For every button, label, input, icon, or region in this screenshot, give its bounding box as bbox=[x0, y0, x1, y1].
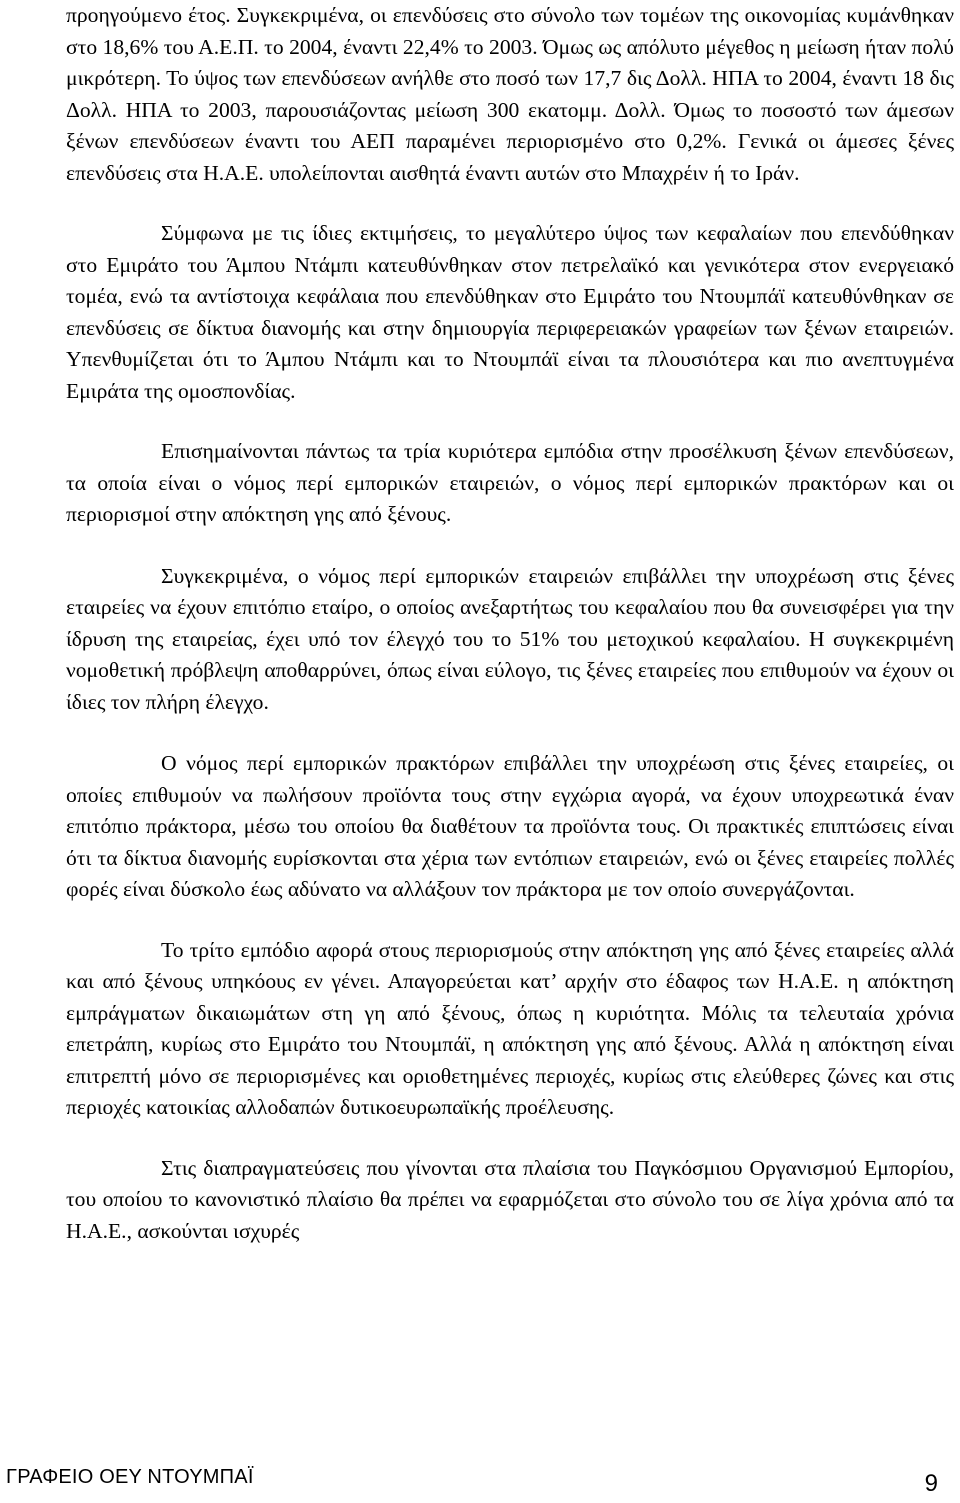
paragraph-7: Στις διαπραγματεύσεις που γίνονται στα πλαίσια του Παγκόσμιου Οργανισμού Εμπορίου, του οποίου το κανονιστικό πλαίσιο θα πρέπει να εφαρμόζεται στο σύνολο του σε λίγα χρόνια από τα Η.Α.Ε., ασκούνται ισχυρές bbox=[66, 1155, 954, 1243]
paragraph-1: προηγούμενο έτος. Συγκεκριμένα, οι επενδύσεις στο σύνολο των τομέων της οικονομίας κυμάνθηκαν στο 18,6% του Α.Ε.Π. το 2004, έναντι 22,4% το 2003. Όμως ως απόλυτο μέγεθος η μείωση ήταν πολύ μικρότερη. Το ύψος των επενδύσεων ανήλθε στο ποσό των 17,7 δις Δολλ. ΗΠΑ το 2004, έναντι 18 δις Δολλ. ΗΠΑ το 2003, παρουσιάζοντας μείωση 300 εκατομμ. Δολλ. Όμως το ποσοστό των άμεσων ξένων επενδύσεων έναντι του ΑΕΠ παραμένει περιορισμένο στο 0,2%. Γενικά οι άμεσες ξένες επενδύσεις στα Η.Α.Ε. υπολείπονται αισθητά έναντι αυτών στο Μπαχρέιν ή το Ιράν. bbox=[66, 3, 954, 185]
document-body bbox=[66, 0, 954, 1247]
page-footer bbox=[0, 1466, 960, 1496]
paragraph-2: Σύμφωνα με τις ίδιες εκτιμήσεις, το μεγαλύτερο ύψος των κεφαλαίων που επενδύθηκαν στο Εμιράτο του Άμπου Ντάμπι κατευθύνθηκαν στον πετρελαϊκό και γενικότερα στον ενεργειακό τομέα, ενώ τα αντίστοιχα κεφάλαια που επενδύθηκαν στο Εμιράτο του Ντουμπάϊ κατευθύνθηκαν σε επενδύσεις σε δίκτυα διανομής και στην δημιουργία περιφερειακών γραφείων των ξένων εταιρειών. Υπενθυμίζεται ότι το Άμπου Ντάμπι και το Ντουμπάϊ είναι τα πλουσιότερα και πιο ανεπτυγμένα Εμιράτα της ομοσπονδίας. bbox=[66, 221, 954, 403]
paragraph-6: Το τρίτο εμπόδιο αφορά στους περιορισμούς στην απόκτηση γης από ξένες εταιρείες αλλά και από ξένους υπηκόους εν γένει. Απαγορεύεται κατ’ αρχήν στο έδαφος των Η.Α.Ε. η απόκτηση εμπράγματων δικαιωμάτων στη γη από ξένους, όπως η κυριότητα. Μόλις τα τελευταία χρόνια επετράπη, κυρίως στο Εμιράτο του Ντουμπάϊ, η απόκτηση γης από ξένους. Αλλά η απόκτηση είναι επιτρεπτή μόνο σε περιορισμένες και οριοθετημένες περιοχές, κυρίως στις ελεύθερες ζώνες και στις περιοχές κατοικίας αλλοδαπών δυτικοευρωπαϊκής προέλευσης. bbox=[66, 937, 954, 1119]
paragraph-4: Συγκεκριμένα, ο νόμος περί εμπορικών εταιρειών επιβάλλει την υποχρέωση στις ξένες εταιρείες να έχουν επιτόπιο εταίρο, ο οποίος ανεξαρτήτως του κεφαλαίου που θα συνεισφέρει για την ίδρυση της εταιρείας, έχει υπό τον έλεγχό του το 51% του μετοχικού κεφαλαίου. Η συγκεκριμένη νομοθετική πρόβλεψη αποθαρρύνει, όπως είναι εύλογο, τις ξένες εταιρείες που επιθυμούν να έχουν οι ίδιες τον πλήρη έλεγχο. bbox=[66, 563, 954, 714]
paragraph-3: Επισημαίνονται πάντως τα τρία κυριότερα εμπόδια στην προσέλκυση ξένων επενδύσεων, τα οποία είναι ο νόμος περί εμπορικών εταιρειών, ο νόμος περί εμπορικών πρακτόρων και οι περιορισμοί στην απόκτηση γης από ξένους. bbox=[66, 439, 954, 526]
page-number: 9 bbox=[924, 1470, 938, 1497]
footer-organization: ΓΡΑΦΕΙΟ ΟΕΥ ΝΤΟΥΜΠΑΪ bbox=[6, 1466, 254, 1488]
paragraph-5: Ο νόμος περί εμπορικών πρακτόρων επιβάλλει την υποχρέωση στις ξένες εταιρείες, οι οποίες επιθυμούν να πωλήσουν προϊόντα τους στην εγχώρια αγορά, να έχουν υποχρεωτικά έναν επιτόπιο πράκτορα, μέσω του οποίου θα διαθέτουν τα προϊόντα τους. Οι πρακτικές επιπτώσεις είναι ότι τα δίκτυα διανομής ευρίσκονται στα χέρια των εντόπιων εταιρειών, ενώ οι ξένες εταιρείες πολλές φορές είναι δύσκολο έως αδύνατο να αλλάξουν τον πράκτορα με τον οποίο συνεργάζονται. bbox=[66, 751, 954, 901]
